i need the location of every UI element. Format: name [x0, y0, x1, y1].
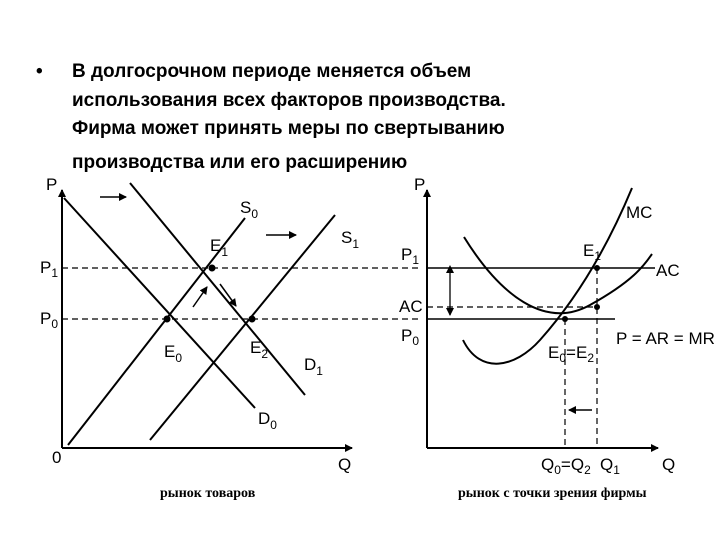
d1-label: $D_1$: [304, 355, 323, 378]
bullet-line-1: В долгосрочном периоде меняется объем: [72, 61, 472, 82]
e0-label: $E_0$: [164, 342, 183, 365]
d0-label: $D_0$: [258, 409, 277, 432]
market-p0-label: $P_0$: [40, 309, 59, 331]
e2-label: $E_2$: [250, 338, 269, 361]
firm-p0-label: $P_0$: [401, 326, 420, 348]
s1-label: $S_1$: [341, 228, 360, 251]
firm-e1-label: $E_1$: [583, 241, 602, 263]
market-p-axis-label: P: [46, 175, 58, 194]
equilibrium-point-e2: [249, 316, 256, 323]
ac-label: AC: [656, 261, 680, 280]
ac-curve: [464, 237, 652, 313]
bullet-marker: •: [36, 61, 43, 82]
equilibrium-point-e1: [209, 265, 216, 272]
market-graph: [40, 175, 420, 501]
firm-p-axis-label: P: [414, 175, 426, 194]
firm-ac-axis-label: AC: [399, 297, 423, 316]
price-line-label: P = AR = MR: [616, 329, 715, 348]
firm-graph: [399, 175, 715, 501]
firm-p1-label: $P_1$: [401, 245, 420, 267]
firm-point-e1: [594, 265, 600, 271]
demand-curve-d0: [64, 198, 255, 408]
firm-point-e0e2: [562, 316, 568, 322]
firm-caption: рынок с точки зрения фирмы: [458, 486, 647, 501]
firm-q-axis-label: Q: [662, 455, 676, 474]
q0q2-label: $Q_0=Q_2$: [541, 455, 591, 477]
mc-curve: [463, 188, 632, 364]
demand-curve-d1: [130, 183, 305, 395]
s0-label: $S_0$: [240, 198, 259, 221]
market-caption: рынок товаров: [160, 486, 256, 501]
supply-curve-s1: [150, 215, 335, 440]
bullet-line-2: использования всех факторов производства.: [72, 89, 506, 111]
move-arrow-up: [193, 287, 207, 307]
bullet-line-3: Фирма может принять меры по свертыванию: [72, 118, 505, 139]
firm-e0e2-label: $E_0=E_2$: [548, 343, 594, 365]
market-q-axis-label: Q: [338, 455, 352, 474]
market-p1-label: $P_1$: [40, 258, 59, 280]
equilibrium-point-e0: [164, 316, 171, 323]
market-origin-label: 0: [52, 448, 62, 467]
q1-label: $Q_1$: [600, 455, 620, 477]
bullet-line-4: производства или его расширению: [72, 151, 408, 173]
firm-point-ac: [594, 304, 600, 310]
mc-label: MC: [626, 203, 653, 222]
e1-label: $E_1$: [210, 236, 229, 259]
